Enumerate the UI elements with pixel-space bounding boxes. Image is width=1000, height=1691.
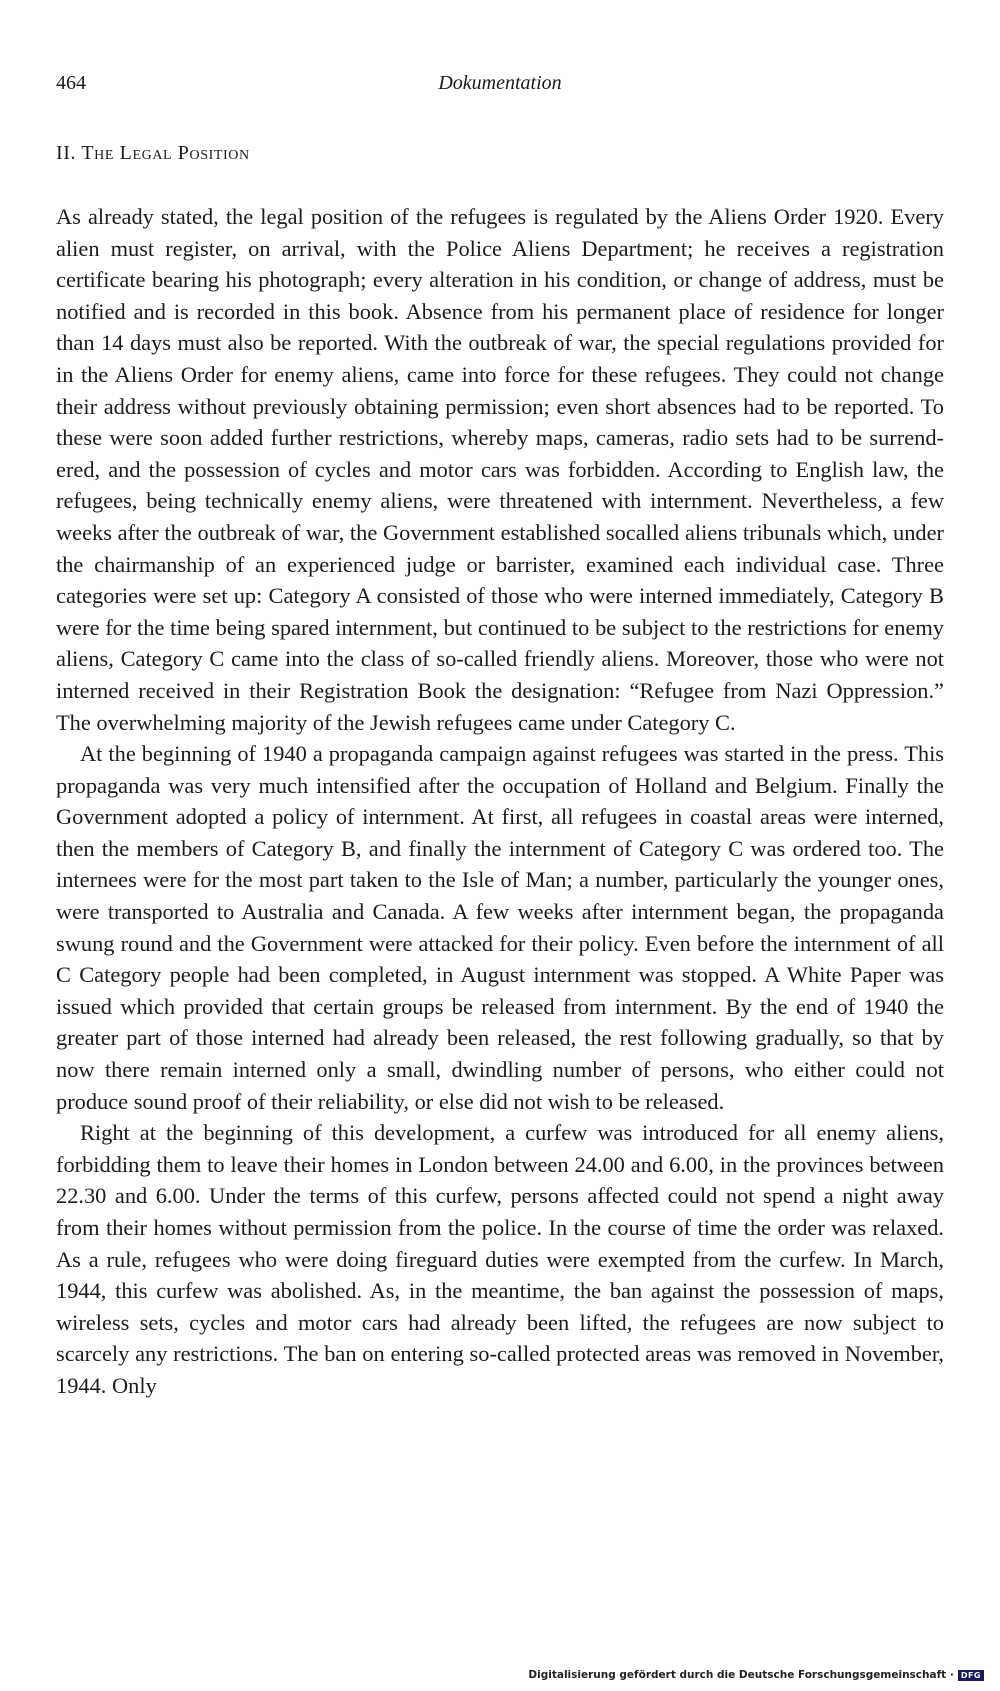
paragraph-3: Right at the beginning of this development, a curfew was introduced for all enemy aliens, forbidding them to leave their homes in London between 24.00 and 6.00, in the provinces between 22.30 and 6.00. Under the terms of this curfew, persons affected could not spend a night away from their homes without permission from the police. In the course of time the order was relaxed. As a rule, refugees who were doing fireguard duties were exempted from the curfew. In March, 1944, this curfew was abolished. As, in the meantime, the ban against the possession of maps, wireless sets, cycles and motor cars had already been lifted, the refugees are now subject to scarcely any restrictions. The ban on entering so-called protected areas was removed in November, 1944. Only — [56, 1120, 944, 1398]
section-heading: II. The Legal Position — [56, 142, 250, 164]
page-number: 464 — [56, 72, 86, 94]
paragraph-2: At the beginning of 1940 a propaganda campaign against refugees was started in the press. This propaganda was very much intensified after the occupation of Holland and Belgium. Finally the Government adopted a policy of internment. At first, all refugees in coastal areas were interned, then the members of Category B, and finally the internment of Category C was ordered too. The internees were for the most part taken to the Isle of Man; a number, particularly the younger ones, were transported to Australia and Canada. A few weeks after internment began, the propaganda swung round and the Government were attacked for their policy. Even before the internment of all C Category people had been completed, in August internment was stopped. A White Paper was issued which provided that certain groups be released from internment. By the end of 1940 the greater part of those interned had already been released, the rest following gradually, so that by now there remain interned only a small, dwindling number of persons, who either could not produce sound proof of their reliability, or else did not wish to be released. — [56, 741, 944, 1114]
dfg-logo-icon: DFG — [958, 1670, 984, 1681]
credit-text: Digitalisierung gefördert durch die Deutsche Forschungsgemeinschaft · — [528, 1669, 954, 1681]
body-text — [56, 201, 944, 1402]
paragraph-1: As already stated, the legal position of the refugees is regulated by the Aliens Order 1920. Every alien must register, on arrival, with the Police Aliens Department; he receives a registration certificate bearing his photograph; every alteration in his condition, or change of address, must be notified and is recorded in this book. Absence from his permanent place of residence for longer than 14 days must also be reported. With the outbreak of war, the special regulations provided for in the Aliens Order for enemy aliens, came into force for these refugees. They could not change their address without previously obtaining permission; even short absences had to be reported. To these were soon added further restrictions, whereby maps, cameras, radio sets had to be surrendered, and the possession of cycles and motor cars was forbidden. According to English law, the refugees, being technically enemy aliens, were threatened with internment. Nevertheless, a few weeks after the outbreak of war, the Government established socalled aliens tribunals which, under the chairmanship of an experienced judge or barrister, examined each individual case. Three categories were set up: Category A consisted of those who were interned immediately, Category B were for the time being spared internment, but continued to be subject to the restrictions for enemy aliens, Category C came into the class of so-called friendly aliens. Moreover, those who were not interned received in their Registration Book the designation: “Refugee from Nazi Oppression.” The overwhelming majority of the Jewish refugees came under Category C. — [56, 204, 944, 735]
running-title: Dokumentation — [438, 72, 562, 94]
running-head — [56, 72, 944, 102]
document-page — [56, 72, 944, 1402]
digitization-credit — [528, 1669, 984, 1681]
